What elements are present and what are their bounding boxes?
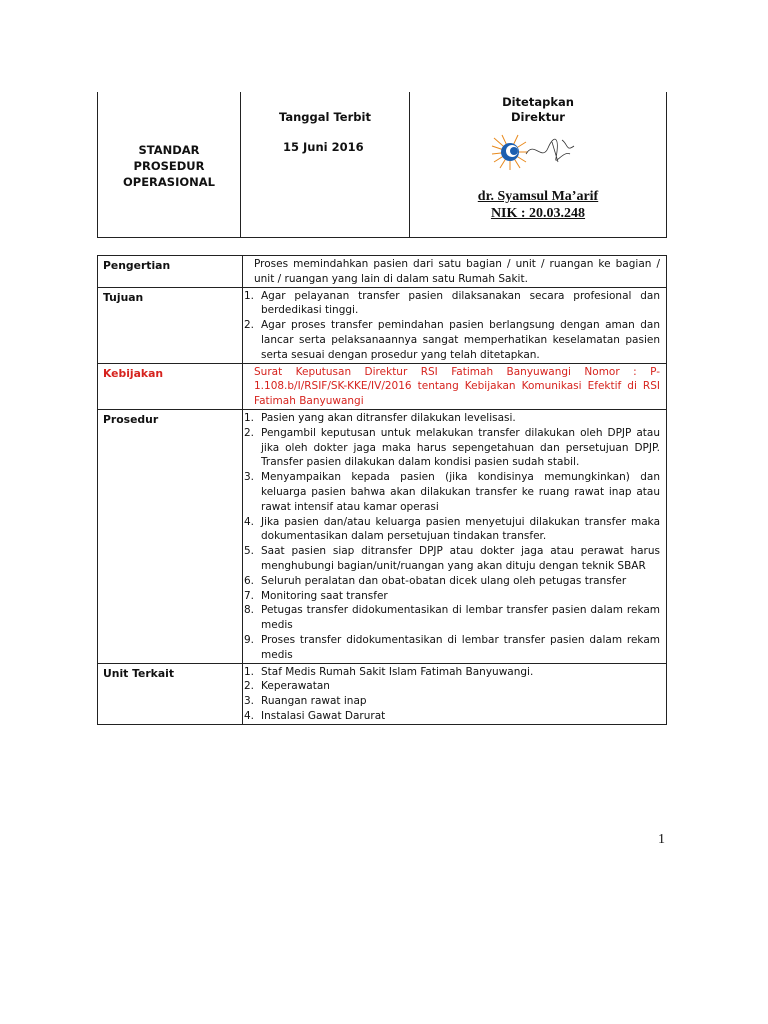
unit-terkait-list	[244, 665, 660, 724]
row-prosedur	[98, 409, 667, 663]
header-date-cell	[241, 92, 410, 237]
list-item: 1. Pasien yang akan ditransfer dilakukan levelisasi.	[244, 411, 516, 424]
list-item: 2. Pengambil keputusan untuk melakukan transfer dilakukan oleh DPJP atau jika oleh dokter jaga maka harus sepengetahuan dan persetujuan DPJP. Transfer pasien dilakukan dalam kondisi pasien sudah stabil.	[244, 426, 660, 469]
hospital-logo-signature	[490, 132, 586, 172]
list-item: 8. Petugas transfer didokumentasikan di lembar transfer pasien dalam rekam medis	[244, 604, 660, 632]
list-item: 1. Staf Medis Rumah Sakit Islam Fatimah Banyuwangi.	[244, 665, 534, 678]
list-item: 1. Agar pelayanan transfer pasien dilaksanakan secara profesional dan berdedikasi tinggi.	[244, 289, 660, 317]
label-unit-terkait: Unit Terkait	[98, 663, 243, 724]
row-unit-terkait	[98, 663, 667, 724]
list-item: 2. Keperawatan	[244, 680, 330, 693]
row-kebijakan	[98, 363, 667, 409]
header-table	[97, 92, 667, 238]
pengertian-text: Proses memindahkan pasien dari satu bagian / unit / ruangan ke bagian / unit / ruangan yang lain di dalam satu Rumah Sakit.	[254, 258, 660, 285]
label-pengertian: Pengertian	[98, 256, 243, 288]
sop-title: STANDAR PROSEDUR OPERASIONAL	[122, 143, 215, 189]
list-item: 9. Proses transfer didokumentasikan di lembar transfer pasien dalam rekam medis	[244, 633, 660, 661]
signer-name: dr. Syamsul Ma’arif	[477, 189, 599, 204]
value-pengertian	[243, 256, 667, 288]
list-item: 2. Agar proses transfer pemindahan pasien berlangsung dengan aman dan lancar serta pelaksanaannya sangat memperhatikan keselamatan pasien serta sesuai dengan prosedur yang telah ditetapkan.	[244, 319, 660, 361]
signer-block	[410, 188, 666, 222]
established-by: Direktur	[511, 110, 565, 124]
list-item: 6. Seluruh peralatan dan obat-obatan dicek ulang oleh petugas transfer	[244, 574, 627, 587]
sop-content-table	[97, 255, 667, 725]
value-kebijakan	[243, 363, 667, 409]
issue-date-label: Tanggal Terbit	[279, 110, 371, 124]
header-approval-cell	[410, 92, 666, 237]
value-unit-terkait	[243, 663, 667, 724]
list-item: 4. Instalasi Gawat Darurat	[244, 709, 386, 722]
value-tujuan	[243, 287, 667, 363]
approval-heading	[410, 95, 666, 125]
row-pengertian	[98, 256, 667, 288]
list-item: 3. Menyampaikan kepada pasien (jika kondisinya memungkinkan) dan keluarga pasien bahwa akan dilakukan transfer ke ruang rawat inap atau rawat intensif atau kamar operasi	[244, 471, 660, 513]
list-item: 4. Jika pasien dan/atau keluarga pasien menyetujui dilakukan transfer maka dokumentasikan dalam persetujuan tindakan transfer.	[244, 515, 660, 543]
prosedur-list	[244, 411, 660, 663]
label-prosedur: Prosedur	[98, 409, 243, 663]
list-item: 5. Saat pasien siap ditransfer DPJP atau dokter jaga atau perawat harus menghubungi bagian/unit/ruangan yang akan dituju dengan teknik SBAR	[244, 545, 660, 572]
label-tujuan: Tujuan	[98, 287, 243, 363]
tujuan-list	[244, 289, 660, 363]
page-number: 1	[658, 832, 665, 847]
value-prosedur	[243, 409, 667, 663]
list-item: 7. Monitoring saat transfer	[244, 589, 388, 602]
established-label: Ditetapkan	[502, 95, 574, 109]
signer-nik: NIK : 20.03.248	[490, 206, 586, 221]
issue-date: 15 Juni 2016	[283, 140, 364, 154]
row-tujuan	[98, 287, 667, 363]
kebijakan-text: Surat Keputusan Direktur RSI Fatimah Banyuwangi Nomor : P-1.108.b/I/RSIF/SK-KKE/IV/2016 tentang Kebijakan Komunikasi Efektif di RSI Fatimah Banyuwangi	[254, 365, 660, 408]
list-item: 3. Ruangan rawat inap	[244, 695, 367, 708]
header-title-cell	[98, 92, 241, 237]
label-kebijakan: Kebijakan	[98, 363, 243, 409]
